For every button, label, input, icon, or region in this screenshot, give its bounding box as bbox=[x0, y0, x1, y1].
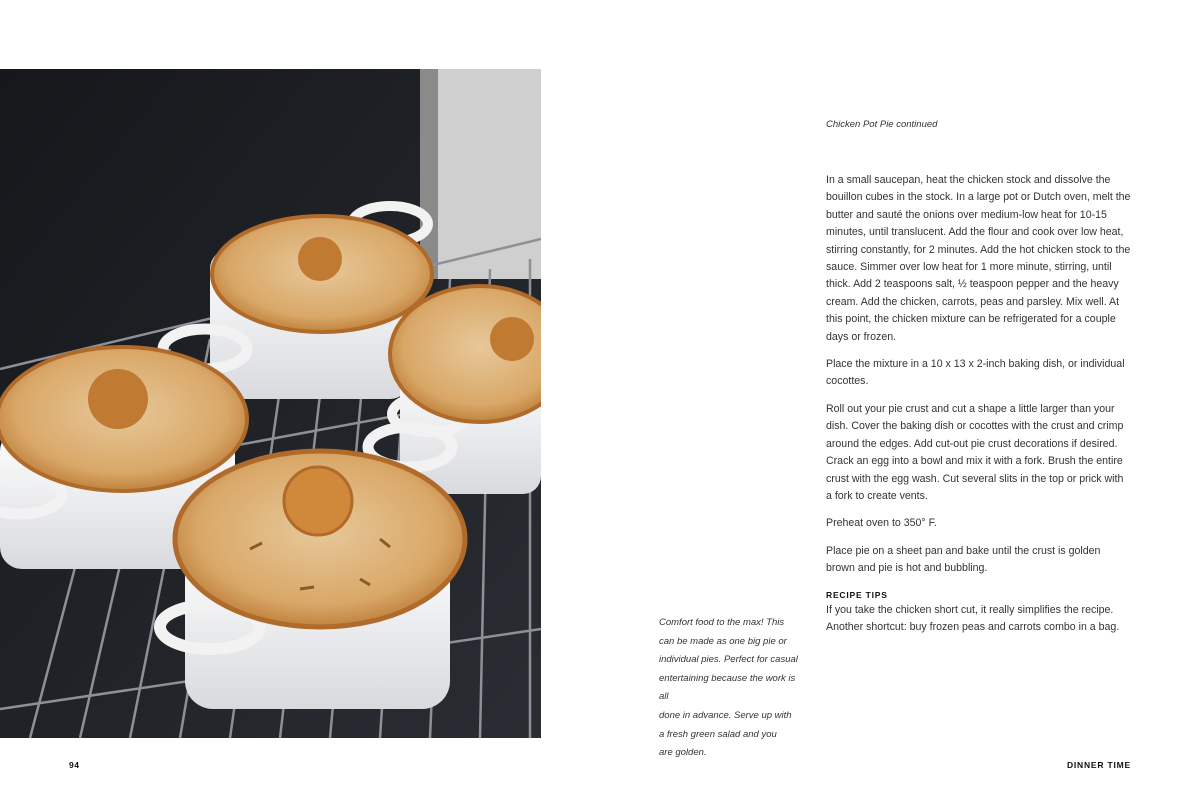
oven-wall bbox=[420, 69, 541, 279]
recipe-tips-heading: RECIPE TIPS bbox=[826, 589, 888, 600]
instruction-paragraph: Place pie on a sheet pan and bake until the crust is golden brown and pie is hot and bubbling. bbox=[826, 544, 1101, 575]
page-number: 94 bbox=[69, 760, 80, 770]
section-title: DINNER TIME bbox=[1066, 760, 1131, 770]
continued-label: Chicken Pot Pie continued bbox=[826, 119, 938, 130]
recipe-tips-text: If you take the chicken short cut, it really simplifies the recipe. Another shortcut: buy frozen peas and carrots combo in a bag. bbox=[826, 603, 1120, 633]
pot-pies-photo bbox=[0, 69, 541, 738]
instruction-paragraph: In a small saucepan, heat the chicken stock and dissolve the bouillon cubes in the stock. In a large pot or Dutch oven, melt the butter and sauté the onions over medium-low heat for 10-15 minutes, until translucent. Add the flour and cook over low heat, stirring constantly, for 2 minutes. Add the hot chicken stock to the sauce. Simmer over low heat for 1 more minute, stirring, until thick. Add 2 teaspoons salt, ½ teaspoon pepper and the heavy cream. Add the chicken, carrots, peas and parsley. Mix well. At this point, the chicken mixture can be refrigerated for a couple days or frozen. bbox=[826, 174, 1131, 343]
instruction-paragraph: Place the mixture in a 10 x 13 x 2-inch baking dish, or individual cocottes. bbox=[826, 358, 1125, 388]
pot-pies-illustration bbox=[0, 69, 541, 738]
side-note: Comfort food to the max! This can be made as one big pie or individual pies. Perfect for casual entertaining because the work is all done in advance. Serve up with a fresh green salad and you are golden. bbox=[659, 617, 798, 759]
recipe-instructions bbox=[826, 172, 1131, 646]
instruction-paragraph: Preheat oven to 350° F. bbox=[826, 517, 937, 530]
oven-edge bbox=[420, 69, 438, 279]
instruction-paragraph: Roll out your pie crust and cut a shape a little larger than your dish. Cover the baking dish or cocottes with the crust and crimp around the edges. Add cut-out pie crust decorations if desired. Crack an egg into a bowl and mix it with a fork. Brush the entire crust with the egg wash. Cut several slits in the top or prick with a fork to create vents. bbox=[826, 402, 1124, 502]
